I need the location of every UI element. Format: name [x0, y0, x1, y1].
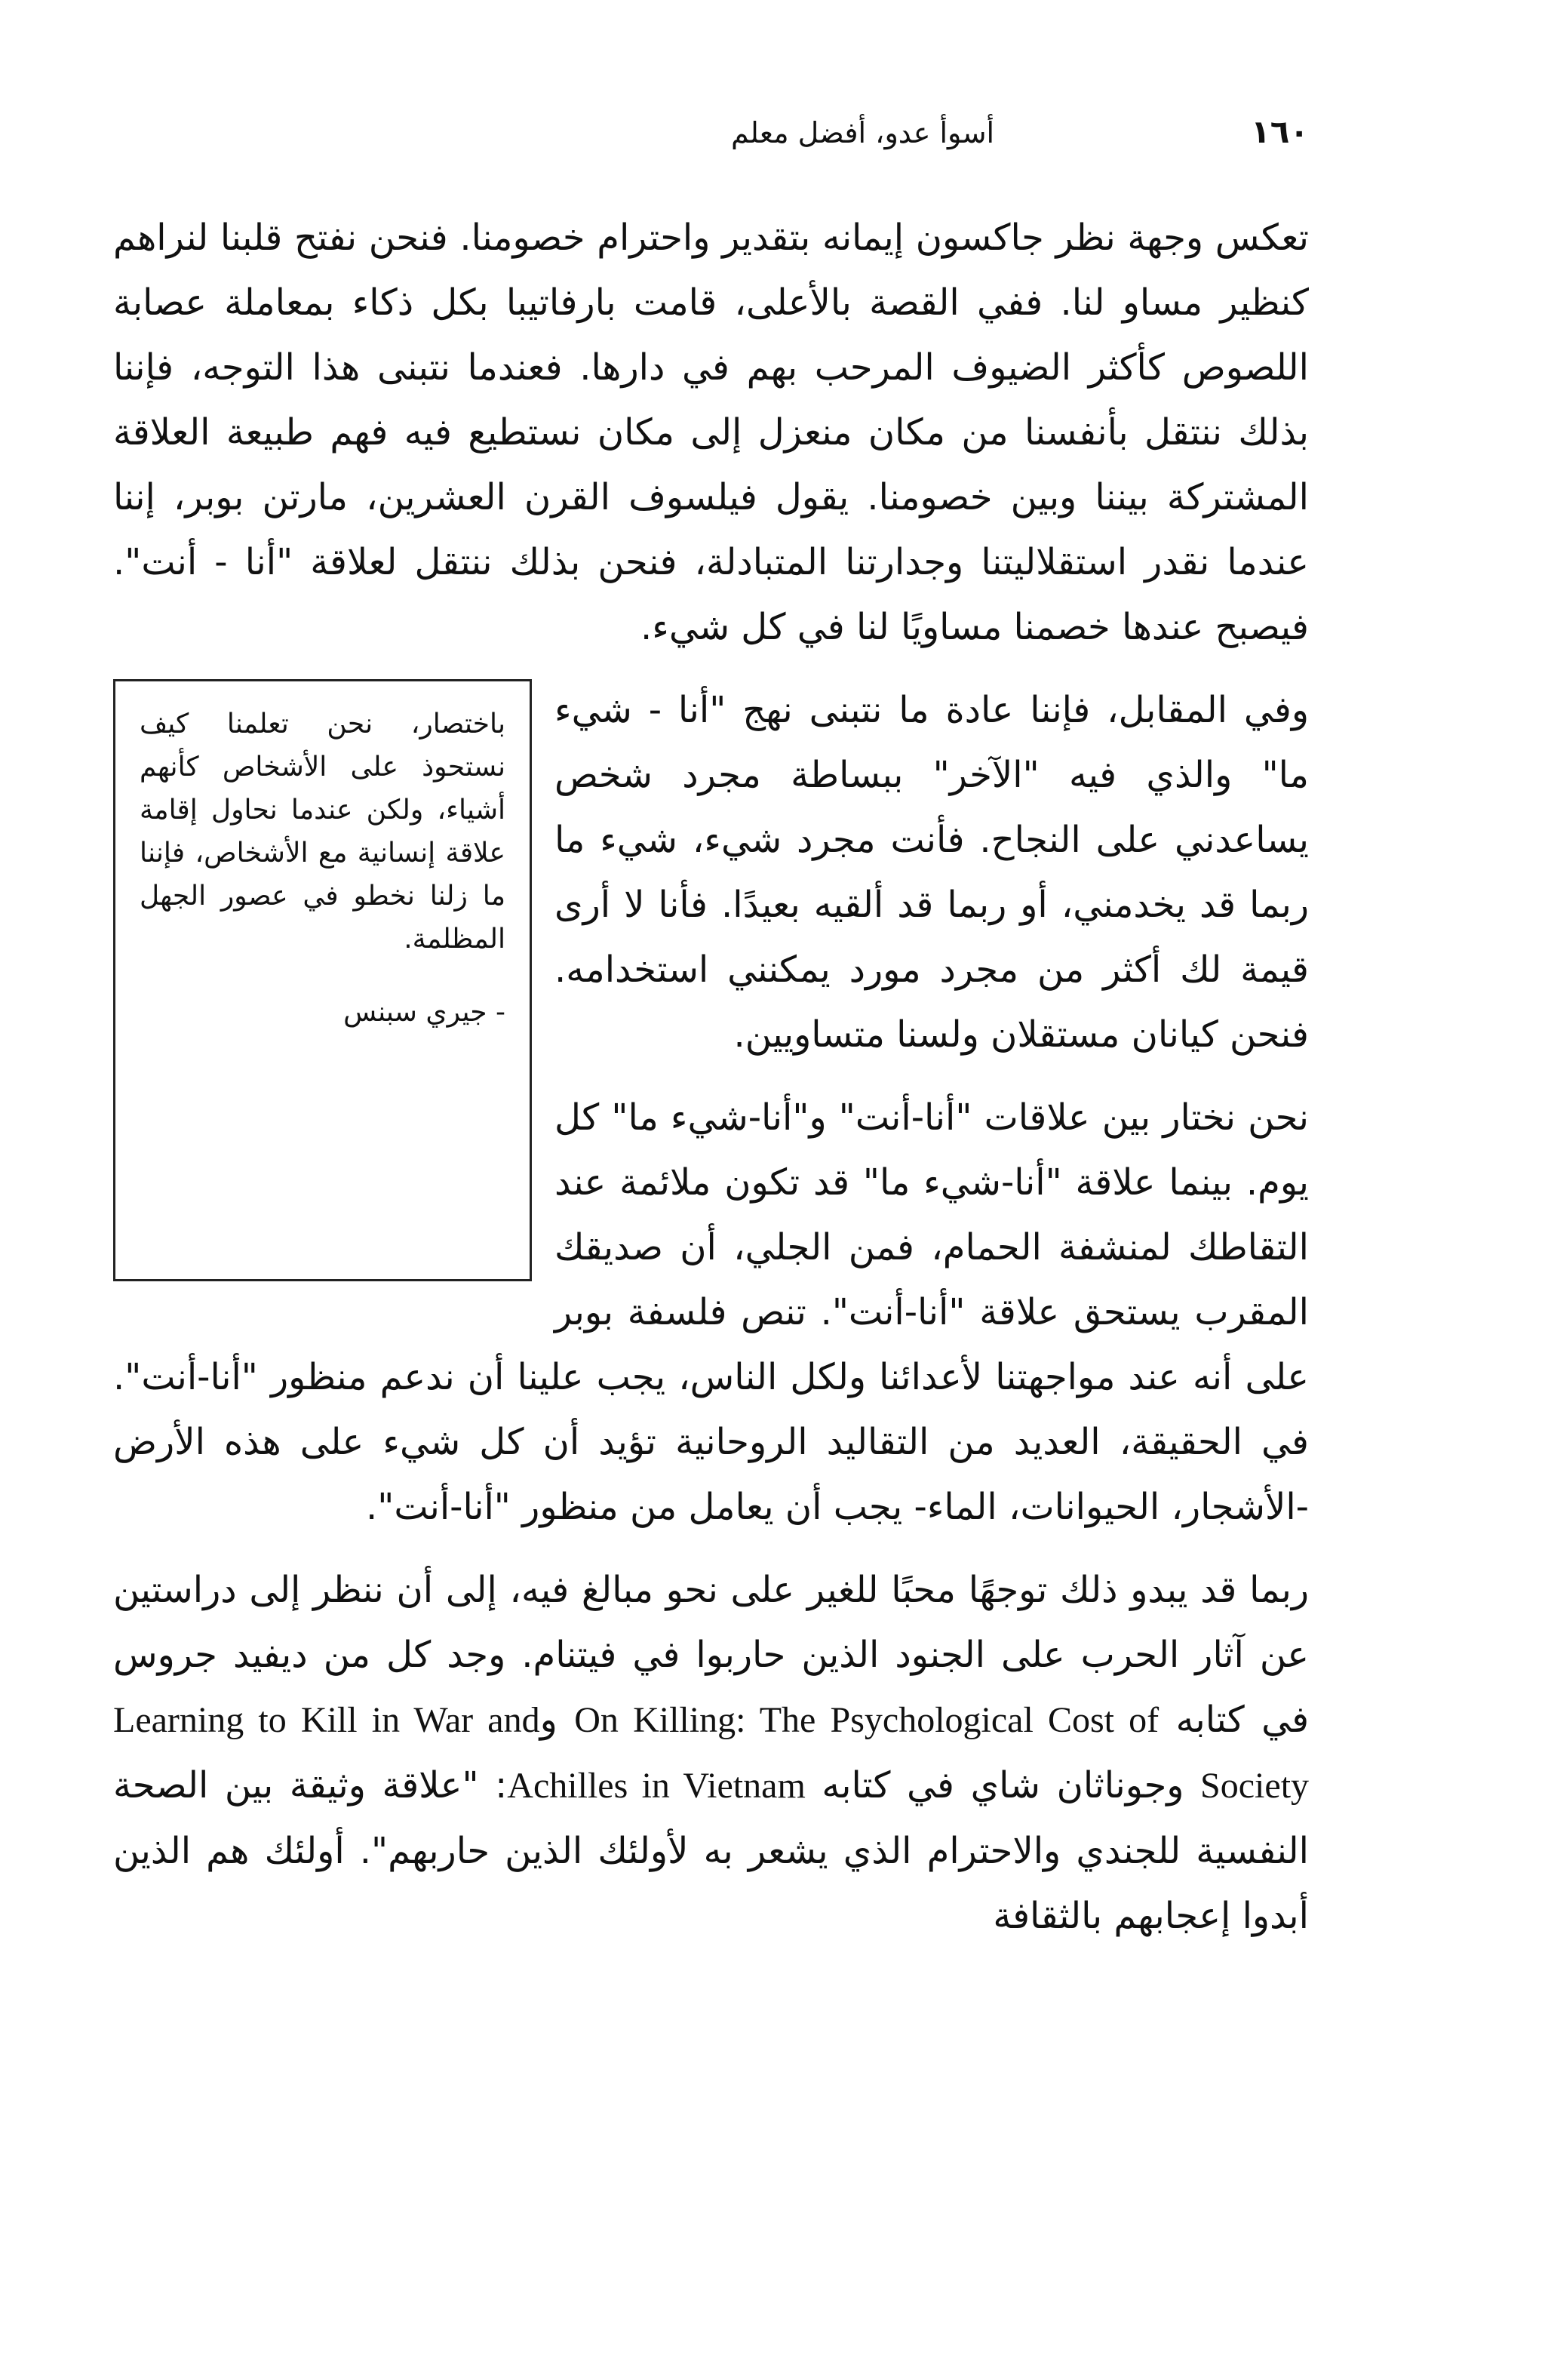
sidebar-quote: باختصار، نحن تعلمنا كيف نستحوذ على الأشخاص كأنهم أشياء، ولكن عندما نحاول إقامة علاقة إنسانية مع الأشخاص، فإننا ما زلنا نخطو في عصور الجهل المظلمة. [140, 709, 505, 955]
page-number: ١٦٠ [1251, 113, 1309, 150]
sidebar-author: - جيري سبنس [343, 997, 505, 1028]
paragraph-4-conjunction: و [539, 1699, 557, 1741]
sidebar-quote-box [113, 679, 532, 1281]
paragraph-4 [113, 1557, 1309, 1948]
paragraph-4-start: ربما قد يبدو ذلك توجهًا محبًا للغير على نحو مبالغ فيه، إلى أن ننظر إلى دراستين عن آثار الحرب على الجنود الذين حاربوا في فيتنام. وجد كل من ديفيد جروس في كتابه [113, 1569, 1310, 1741]
running-title: أسوأ عدو، أفضل معلم [731, 116, 995, 149]
paragraph-2: وفي المقابل، فإننا عادة ما نتبنى نهج "أنا - شيء ما" والذي فيه "الآخر" ببساطة مجرد شخص يساعدني على النجاح. فأنت مجرد شيء، شيء ما ربما قد يخدمني، أو ربما قد ألقيه بعيدًا. فأنا لا أرى قيمة لك أكثر من مجرد مورد يمكنني استخدامه. فنحن كيانان مستقلان ولسنا متساويين. [554, 689, 1309, 1056]
running-header [113, 113, 1309, 166]
body-with-sidebar [113, 678, 1309, 1539]
book-page [113, 113, 1309, 1948]
paragraph-3: نحن نختار بين علاقات "أنا-أنت" و"أنا-شيء ما" كل يوم. بينما علاقة "أنا-شيء ما" قد تكون ملائمة عند التقاطك لمنشفة الحمام، فمن الجلي، أن صديقك المقرب يستحق علاقة "أنا-أنت". تنص فلسفة بوبر على أنه عند مواجهتنا لأعدائنا ولكل الناس، يجب علينا أن ندعم منظور "أنا-أنت". في الحقيقة، العديد من التقاليد الروحانية تؤيد أن كل شيء على هذه الأرض -الأشجار، الحيوانات، الماء- يجب أن يعامل من منظور "أنا-أنت". [113, 1096, 1309, 1528]
paragraph-1: تعكس وجهة نظر جاكسون إيمانه بتقدير واحترام خصومنا. فنحن نفتح قلبنا لنراهم كنظير مساو لنا. ففي القصة بالأعلى، قامت بارفاتيبا بكل ذكاء بمعاملة عصابة اللصوص كأكثر الضيوف المرحب بهم في دارها. فعندما نتبنى هذا التوجه، فإننا بذلك ننتقل بأنفسنا من مكان منعزل إلى مكان نستطيع فيه فهم طبيعة العلاقة المشتركة بيننا وبين خصومنا. يقول فيلسوف القرن العشرين، مارتن بوبر، إننا عندما نقدر استقلاليتنا وجدارتنا المتبادلة، فنحن بذلك ننتقل لعلاقة "أنا - أنت". فيصبح عندها خصمنا مساويًا لنا في كل شيء. [113, 217, 1309, 648]
paragraph-4-middle: وجوناثان شاي في كتابه [822, 1764, 1184, 1807]
book-title-on-killing: On Killing: The Psychological Cost of [574, 1700, 1160, 1740]
book-title-achilles: Achilles in Vietnam [507, 1766, 806, 1806]
paragraph-4-end: : "علاقة وثيقة بين الصحة النفسية للجندي والاحترام الذي يشعر به لأولئك الذين حاربهم". أولئك هم الذين أبدوا إعجابهم بالثقافة [113, 1764, 1309, 1937]
book-title-learning-to-kill: Learning to Kill in War and Society [113, 1700, 1310, 1806]
